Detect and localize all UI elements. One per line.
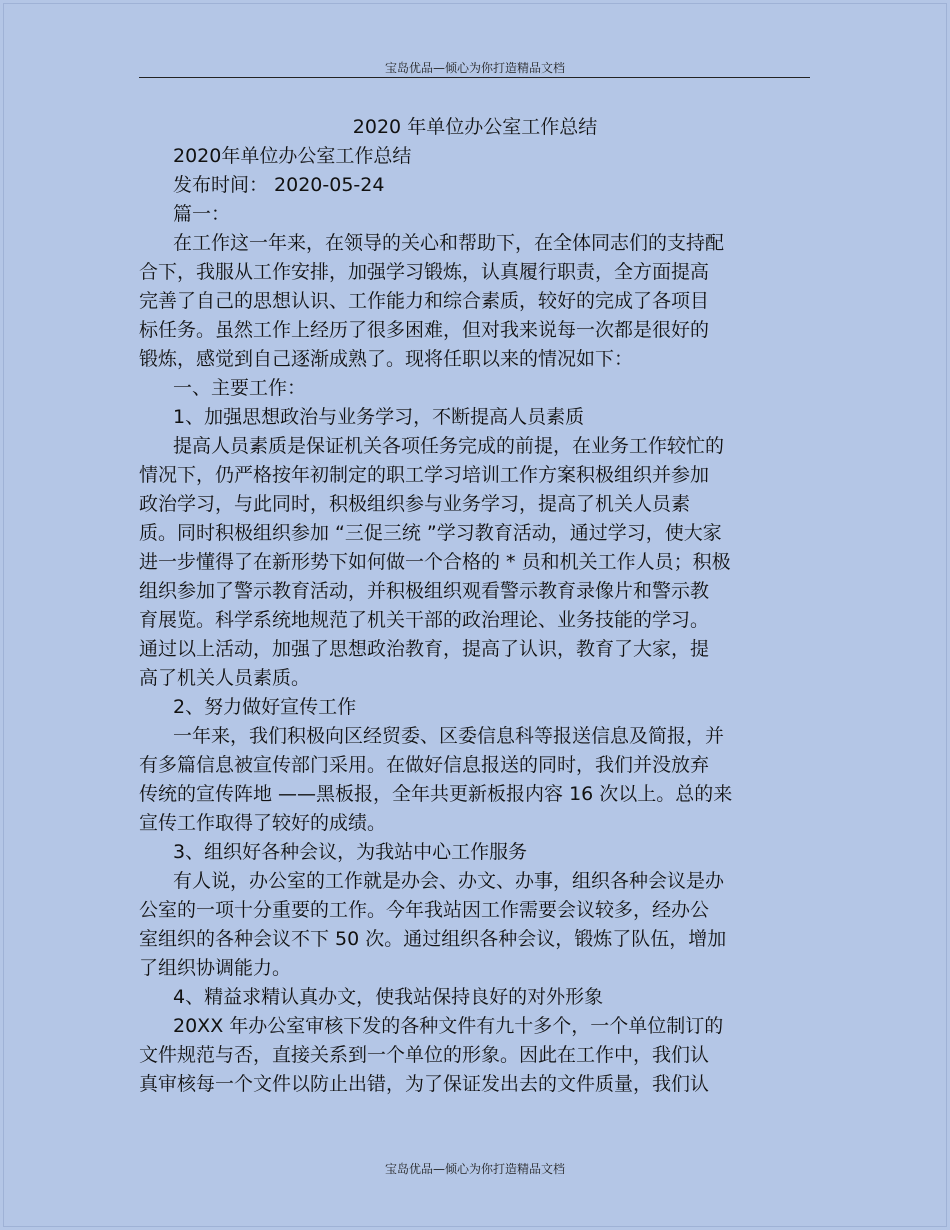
document-body <box>139 113 819 1099</box>
doc-line: 进一步懂得了在新形势下如何做一个合格的 * 员和机关工作人员；积极 <box>139 551 731 573</box>
doc-line: 质。同时积极组织参加 “三促三统 ”学习教育活动，通过学习，使大家 <box>139 522 722 544</box>
doc-line: 文件规范与否，直接关系到一个单位的形象。因此在工作中，我们认 <box>139 1044 710 1066</box>
doc-line: 2、努力做好宣传工作 <box>173 696 357 718</box>
doc-line: 公室的一项十分重要的工作。今年我站因工作需要会议较多，经办公 <box>139 899 710 921</box>
doc-line: 2020年单位办公室工作总结 <box>173 145 412 167</box>
doc-line: 1、加强思想政治与业务学习，不断提高人员素质 <box>173 406 585 428</box>
doc-line: 通过以上活动，加强了思想政治教育，提高了认识，教育了大家，提 <box>139 638 710 660</box>
doc-line: 室组织的各种会议不下 50 次。通过组织各种会议，锻炼了队伍，增加 <box>139 928 727 950</box>
doc-line: 有人说，办公室的工作就是办会、办文、办事，组织各种会议是办 <box>173 870 725 892</box>
doc-line: 合下，我服从工作安排，加强学习锻炼，认真履行职责，全方面提高 <box>139 261 710 283</box>
doc-line: 发布时间： 2020-05-24 <box>173 174 385 196</box>
doc-line: 4、精益求精认真办文，使我站保持良好的对外形象 <box>173 986 604 1008</box>
header-divider <box>139 77 810 78</box>
doc-line: 20XX 年办公室审核下发的各种文件有九十多个，一个单位制订的 <box>173 1015 724 1037</box>
doc-line: 情况下，仍严格按年初制定的职工学习培训工作方案积极组织并参加 <box>139 464 710 486</box>
doc-line: 完善了自己的思想认识、工作能力和综合素质，较好的完成了各项目 <box>139 290 710 312</box>
page-header: 宝岛优品—倾心为你打造精品文档 <box>384 61 565 75</box>
doc-line: 传统的宣传阵地 ——黑板报，全年共更新板报内容 16 次以上。总的来 <box>139 783 733 805</box>
doc-line: 组织参加了警示教育活动，并积极组织观看警示教育录像片和警示教 <box>139 580 710 602</box>
doc-line: 真审核每一个文件以防止出错，为了保证发出去的文件质量，我们认 <box>139 1073 710 1095</box>
document-title: 2020 年单位办公室工作总结 <box>352 116 598 138</box>
doc-line: 标任务。虽然工作上经历了很多困难，但对我来说每一次都是很好的 <box>139 319 710 341</box>
doc-line: 提高人员素质是保证机关各项任务完成的前提，在业务工作较忙的 <box>173 435 725 457</box>
doc-line: 3、组织好各种会议，为我站中心工作服务 <box>173 841 528 863</box>
doc-line: 一、主要工作： <box>173 377 307 399</box>
doc-line: 宣传工作取得了较好的成绩。 <box>139 812 387 834</box>
doc-line: 锻炼，感觉到自己逐渐成熟了。现将任职以来的情况如下： <box>139 348 634 370</box>
doc-line: 一年来，我们积极向区经贸委、区委信息科等报送信息及简报，并 <box>173 725 725 747</box>
doc-line: 政治学习，与此同时，积极组织参与业务学习，提高了机关人员素 <box>139 493 691 515</box>
doc-line: 在工作这一年来，在领导的关心和帮助下，在全体同志们的支持配 <box>173 232 725 254</box>
doc-line: 篇一： <box>173 203 231 225</box>
doc-line: 有多篇信息被宣传部门采用。在做好信息报送的同时，我们并没放弃 <box>139 754 710 776</box>
doc-line: 了组织协调能力。 <box>139 957 292 979</box>
page-footer: 宝岛优品—倾心为你打造精品文档 <box>384 1162 565 1176</box>
doc-line: 高了机关人员素质。 <box>139 667 311 689</box>
doc-line: 育展览。科学系统地规范了机关干部的政治理论、业务技能的学习。 <box>139 609 710 631</box>
